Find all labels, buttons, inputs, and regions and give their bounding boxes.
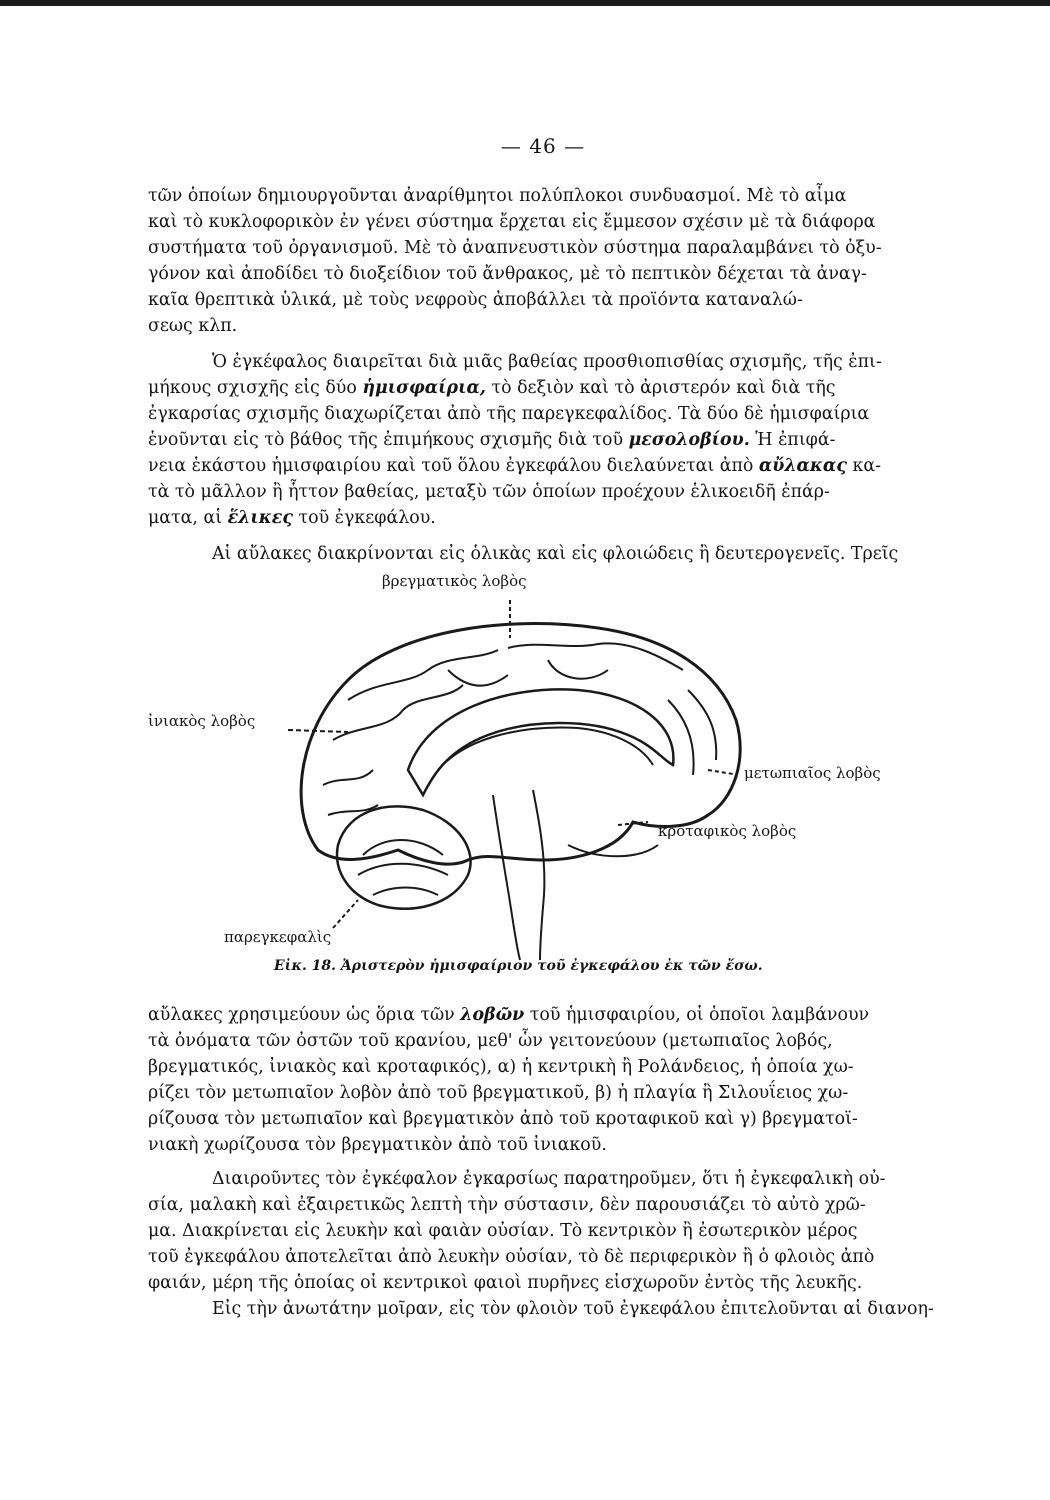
term-corpus-callosum: μεσολοβίου. <box>628 430 750 450</box>
paragraph-1 <box>148 183 934 339</box>
term-hemispheres: ἡμισφαίρια, <box>362 378 486 398</box>
paragraph-2 <box>148 349 934 531</box>
term-gyri: ἕλικες <box>227 508 293 528</box>
label-cerebellum: παρεγκεφαλὶς <box>224 928 332 946</box>
text-line: βρεγματικός, ἰνιακὸς καὶ κροταφικός), α) ἡ κεντρικὴ ἢ Ρολάνδειος, ἡ ὁποία χω- <box>148 1057 854 1077</box>
text-line: Ὁ ἐγκέφαλος διαιρεῖται διὰ μιᾶς βαθείας προσθιοπισθίας σχισμῆς, τῆς ἐπι- <box>212 352 882 372</box>
paragraph-5 <box>148 1166 934 1322</box>
term-lobes: λοβῶν <box>460 1005 525 1025</box>
label-temporal-lobe: κροταφικὸς λοβὸς <box>658 822 797 840</box>
page-number: — 46 — <box>500 134 586 158</box>
text-line: ρίζουσα τὸν μετωπιαῖον καὶ βρεγματικὸν ἀπὸ τοῦ κροταφικοῦ καὶ γ) βρεγματοϊ- <box>148 1109 858 1129</box>
text-line: Αἱ αὔλακες διακρίνονται εἰς ὁλικὰς καὶ εἰς φλοιώδεις ἢ δευτερογενεῖς. Τρεῖς <box>212 544 899 564</box>
paragraph-4 <box>148 1002 934 1158</box>
text-line: Διαιροῦντες τὸν ἐγκέφαλον ἐγκαρσίως παρατηροῦμεν, ὅτι ἡ ἐγκεφαλικὴ οὐ- <box>212 1169 886 1189</box>
label-parietal-lobe: βρεγματικὸς λοβὸς <box>382 572 527 590</box>
text-line: μα. Διακρίνεται εἰς λευκὴν καὶ φαιὰν οὐσίαν. Τὸ κεντρικὸν ἢ ἐσωτερικὸν μέρος <box>148 1221 858 1241</box>
figure-caption: Εἰκ. 18. Ἀριστερὸν ἡμισφαίριον τοῦ ἐγκεφάλου ἐκ τῶν ἔσω. <box>274 958 763 974</box>
text-line: τὰ ὀνόματα τῶν ὀστῶν τοῦ κρανίου, μεθ' ὧν γειτονεύουν (μετωπιαῖος λοβός, <box>148 1031 833 1051</box>
page-top-border <box>0 0 1050 6</box>
term-sulci: αὔλακας <box>758 456 847 476</box>
label-occipital-lobe: ἰνιακὸς λοβὸς <box>148 712 256 730</box>
text-line: φαιάν, μέρη τῆς ὁποίας οἱ κεντρικοὶ φαιοὶ πυρῆνες εἰσχωροῦν ἐντὸς τῆς λευκῆς. <box>148 1273 863 1293</box>
text-line: σία, μαλακὴ καὶ ἐξαιρετικῶς λεπτὴ τὴν σύστασιν, δὲν παρουσιάζει τὸ αὐτὸ χρῶ- <box>148 1195 866 1215</box>
text-line: μήκους σχισχῆς εἰς δύο ἡμισφαίρια, τὸ δεξιὸν καὶ τὸ ἀριστερόν καὶ διὰ τῆς <box>148 378 836 398</box>
text-line: αὔλακες χρησιμεύουν ὡς ὅρια τῶν λοβῶν τοῦ ἡμισφαιρίου, οἱ ὁποῖοι λαμβάνουν <box>148 1005 870 1025</box>
text-line: τοῦ ἐγκεφάλου ἀποτελεῖται ἀπὸ λευκὴν οὐσίαν, τὸ δὲ περιφερικὸν ἢ ὁ φλοιὸς ἀπὸ <box>148 1247 875 1267</box>
text-line: ματα, αἱ ἕλικες τοῦ ἐγκεφάλου. <box>148 508 436 528</box>
text-line: νεια ἑκάστου ἡμισφαιρίου καὶ τοῦ ὅλου ἐγκεφάλου διελαύνεται ἀπὸ αὔλακας κα- <box>148 456 881 476</box>
text-line: τὰ τὸ μᾶλλον ἢ ἧττον βαθείας, μεταξὺ τῶν ὁποίων προέχουν ἑλικοειδῆ ἐπάρ- <box>148 482 830 502</box>
text-line: τῶν ὁποίων δημιουργοῦνται ἀναρίθμητοι πολύπλοκοι συνδυασμοί. Μὲ τὸ αἷμα <box>148 186 847 206</box>
text-line: καῖα θρεπτικὰ ὑλικά, μὲ τοὺς νεφροὺς ἀποβάλλει τὰ προϊόντα καταναλώ- <box>148 290 803 310</box>
text-line: γόνον καὶ ἀποδίδει τὸ διοξείδιον τοῦ ἄνθρακος, μὲ τὸ πεπτικὸν δέχεται τὰ ἀναγ- <box>148 264 867 284</box>
text-line: σεως κλπ. <box>148 316 238 336</box>
brain-figure <box>148 560 934 988</box>
text-line: νιακὴ χωρίζουσα τὸν βρεγματικὸν ἀπὸ τοῦ ἰνιακοῦ. <box>148 1135 607 1155</box>
text-line: καὶ τὸ κυκλοφορικὸν ἐν γένει σύστημα ἔρχεται εἰς ἔμμεσον σχέσιν μὲ τὰ διάφορα <box>148 212 876 232</box>
label-frontal-lobe: μετωπιαῖος λοβὸς <box>744 764 881 782</box>
text-line: ρίζει τὸν μετωπιαῖον λοβὸν ἀπὸ τοῦ βρεγματικοῦ, β) ἡ πλαγία ἢ Σιλουΐειος χω- <box>148 1083 849 1103</box>
text-line: ἑνοῦνται εἰς τὸ βάθος τῆς ἐπιμήκους σχισμῆς διὰ τοῦ μεσολοβίου. Ἡ ἐπιφά- <box>148 430 836 450</box>
text-line: Εἰς τὴν ἀνωτάτην μοῖραν, εἰς τὸν φλοιὸν τοῦ ἐγκεφάλου ἐπιτελοῦνται αἱ διανοη- <box>212 1299 934 1319</box>
text-line: ἐγκαρσίας σχισμῆς διαχωρίζεται ἀπὸ τῆς παρεγκεφαλίδος. Τὰ δύο δὲ ἡμισφαίρια <box>148 404 870 424</box>
text-line: συστήματα τοῦ ὀργανισμοῦ. Μὲ τὸ ἀναπνευστικὸν σύστημα παραλαμβάνει τὸ ὀξυ- <box>148 238 882 258</box>
